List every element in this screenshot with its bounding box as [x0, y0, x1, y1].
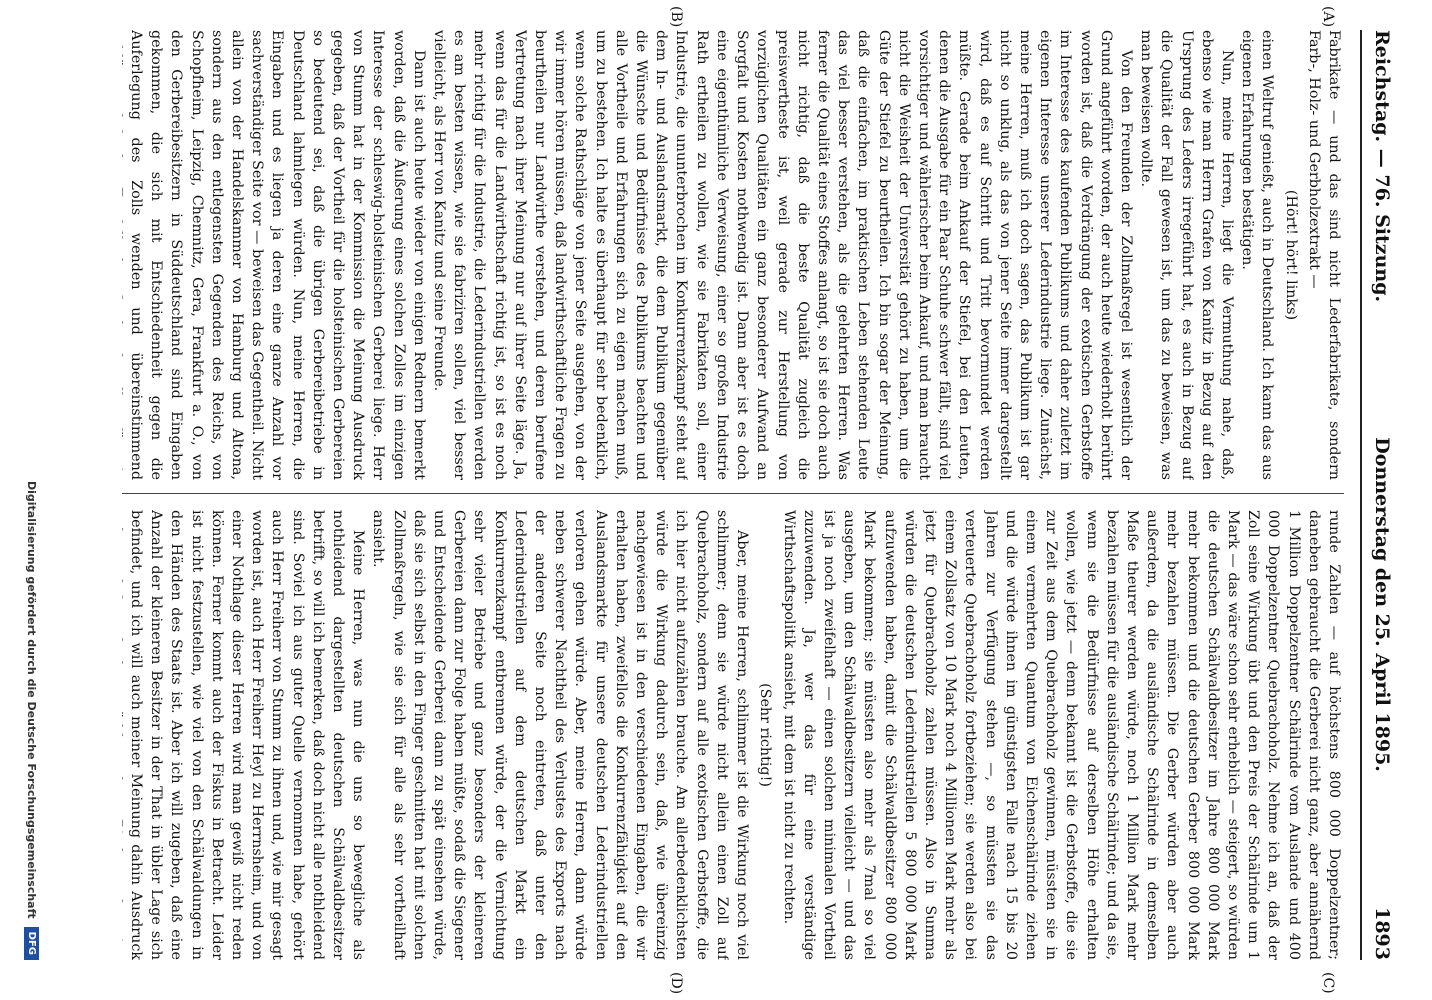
right-text-column: [122, 510, 1344, 960]
credit-text: Digitalisierung gefördert durch die Deutsche Forschungsgemeinschaft: [25, 480, 39, 919]
column-marker-b: (B): [668, 6, 684, 28]
header-page-number: 1893: [1371, 907, 1393, 960]
column-marker-d: (D): [668, 972, 684, 995]
header-date: Donnerstag den 25. April 1895.: [1371, 437, 1393, 772]
paragraph: Meine Herren, was nun die uns so bewegliche als nothleidend dargestellten deutschen Schälwaldbesitzer betrifft, so will ich bemerken, daß doch nicht alle nothleidend sind. Soviel ich aus guter Quelle vernommen habe, gehört auch Herr Freiherr von Stumm zu ihnen und, wie mir gesagt worden ist, auch Herr Freiherr Heyl zu Herrnsheim, und von einer Nothlage dieser Herren wird man gewiß nicht reden können. Ferner kommt auch der Fiskus in Betracht. Leider ist nicht festzustellen, wie viel von den Schälwaldungen in den Händen des Staats ist. Aber ich will zugeben, daß eine Anzahl der kleineren Besitzer in der That in übler Lage sich befindet, und ich will auch meiner Meinung dahin Ausdruck: [128, 510, 367, 960]
header-chamber-session: Reichstag. — 76. Sitzung.: [1371, 30, 1393, 303]
running-header: [1360, 30, 1402, 960]
interjection: (Sehr richtig!): [757, 683, 774, 787]
column-marker-a: (A): [1320, 6, 1336, 28]
paragraph: Dann ist auch heute wieder von einigen Rednern bemerkt worden, daß die Äußerung eines solchen Zolles im einzigen Interesse der schleswig-holsteinischen Gerberei liege. Herr von Stumm hat in der Kommission die Meinung Ausdruck gegeben, daß der Vortheil für die holsteinischen Gerbereien so bedeutend sei, daß die übrigen Gerbereibetriebe in Deutschland lahmlegen würden. Nun, meine Herren, die Eingaben und es liegen ja deren eine ganze Anzahl vor sachverständiger Seite vor — beweisen das Gegentheil. Nicht allein von der Handelskammer von Hamburg und Altona, sondern aus den entlegensten Gegenden des Reichs, von Schopfheim, Leipzig, Chemnitz, Gera, Frankfurt a. O., von den Gerbereibesitzern in Süddeutschland sind Eingaben gekommen, die sich mit Entschiedenheit gegen die Auferlegung des Zolls wenden und übereinstimmend: [128, 30, 427, 480]
paragraph: Von den Freunden der Zollmaßregel ist wesentlich der Grund angeführt worden, der auch heute wiederholt berührt worden ist, daß die Verdrängung der exotischen Gerbstoffe im Interesse des kaufenden Publikums und daher zuletzt im eigenen Interesse unserer Lederindustrie liege. Zunächst, meine Herren, muß ich doch sagen, das Publikum ist gar nicht so unklug, als das von jener Seite immer dargestellt wird, daß es auf Schritt und Tritt bevormundet werden müßte. Gerade beim Ankauf der Stiefel, bei den Leuten, denen die Ausgabe für ein Paar Schuhe schwer fällt, sind viel vorsichtiger und wählerischer beim Ankauf, und man braucht nicht die Weisheit der Universität gehört zu haben, um die Güte der Stiefel zu beurtheilen. Ich bin sogar der Meinung, daß die einfachen, im praktischen Leben stehenden Leute das viel besser verstehen, als die gelehrten Herren. Was ferner die Qualität eines Stoffes anlangt, so ist sie doch auch nicht richtig, daß die beste Qualität zugleich die preiswertheste ist, weil gerade zur Herstellung von vorzüglichen Qualitäten ein ganz besonderer Aufwand an Sorgfalt und Kosten nothwendig ist. Dann aber ist es doch eine eigenthümliche Verweisung, einer so großen Industrie Rath ertheilen zu wollen, wie sie Fabrikaten soll, einer Industrie, die ununterbrochen im Konkurrenzkampf steht auf dem In- und Auslandsmarkt, die dem Publikum gegenüber die Wünsche und Bedürfnisse des Publikums beachten und alle Vortheile und Erfahrungen sich zu eigen machen muß, um zu bestehen. Ich halte es überhaupt für sehr bedenklich, wenn solche Rathschläge von jener Seite ausgehen, von der wir immer hören müssen, daß landwirthschaftliche Fragen zu beurtheilen nur Landwirthe verstehen, und deren berufene Vertretung nach ihrer Meinung nur auf ihrer Seite läge. Ja, wenn das für die Landwirthschaft richtig ist, so ist es noch mehr richtig für die Industrie, die Lederindustriellen werden es am besten wissen, wie sie fabriziren sollen, viel besser vielleicht, als Herr von Kanitz und seine Freunde.: [431, 30, 1134, 480]
paragraph: runde Zahlen — auf höchstens 800 000 Doppelzentner; daneben gebraucht die Gerberei nicht ganz, aber annähernd 1 Million Doppelzentner Schälrinde vom Auslande und 400 000 Doppelzentner Quebrachoholz. Nehme ich an, daß der Zoll seine Wirkung übt und den Preis der Schälrinde um 1 Mark — das wäre schon sehr erheblich — steigert, so würden die deutschen Schälwaldbesitzer im Jahre 800 000 Mark mehr bekommen und die deutschen Gerber 800 000 Mark mehr bezahlen müssen. Die Gerber würden aber auch außerdem, da die ausländische Schälrinde in demselben Maße theurer werden würde, noch 1 Million Mark mehr bezahlen müssen für die ausländische Schälrinde; und da sie, wenn sie die Bedürfnisse auf derselben Höhe erhalten wollen, wie jetzt — denn bekannt ist die Gerbstoffe, die sie zur Zeit aus dem Quebrachoholz gewinnen, müssten sie in einem vermehrten Quantum von Eichenschälrinde ziehen und die würde ihnen im günstigsten Falle nach 15 bis 20 Jahren zur Verfügung stehen —, so müssten sie das verteuerte Quebrachoholz fortbeziehen; sie werden also bei einem Zollsatz von 10 Mark noch 4 Millionen Mark mehr als jetzt für Quebrachoholz zahlen müssen. Also in Summa würden die deutschen Lederindustriellen 5 800 000 Mark aufzuwenden haben, damit die Schälwaldbesitzer 800 000 Mark bekommen; sie müssten also mehr als 7mal so viel ausgeben, um den Schälwaldbesitzern vielleicht — und das ist ja noch zweifelhaft — einen solchen minimalen Vortheil zuzuwenden. Ja, wer das für eine verständige Wirthschaftspolitik ansieht, mit dem ist nicht zu rechten.: [780, 510, 1342, 960]
paragraph: Nun, meine Herren, liegt die Vermuthung nahe, daß, ebenso wie man Herrn Grafen von Kanitz in Bezug auf den Ursprung des Leders irregeführt hat, es auch in Bezug auf die Qualität der Fall gewesen ist, um das zu beweisen, was man beweisen wollte.: [1138, 30, 1235, 480]
column-marker-c: (C): [1320, 972, 1336, 994]
paragraph: Aber, meine Herren, schlimmer ist die Wirkung noch viel schlimmer; denn sie würde nicht allein einen Zoll auf Quebrachoholz, sondern auf alle exotischen Gerbstoffe, die ich hier nicht aufzuzählen brauche. Am allerbedenklichsten würde die Wirkung dadurch sein, daß, wie übereinzig nachgewiesen ist in den verschiedenen Eingaben, die wir erhalten haben, zweifellos die Konkurrenzfähigkeit auf den Auslandsmarkte für unsere deutschen Lederindustriellen verloren gehen würde. Aber, meine Herren, dann würde neben schwerer Nachtheil des Verlustes des Exports nach der anderen Seite noch eintreten, daß unter den Lederindustriellen auf dem deutschen Markt ein Konkurrenzkampf entbrennen würde, der die Vernichtung sehr vieler Betriebe und ganz besonders der kleineren Gerbereien dann zur Folge haben müßte, sodaß die Siegener und Entscheidende Gerberei dann zu spät einsehen würde, daß sie sich selbst in den Finger geschnitten hat mit solchen Zollmaßregeln, wie sie sich für alle als sehr vortheilhaft ansieht.: [370, 510, 751, 960]
paragraph: Fabrikate — und das sind nicht Lederfabrikate, sondern Farb-, Holz- und Gerbholzextrakt —: [1305, 30, 1342, 480]
column-divider: [122, 493, 1344, 494]
left-text-column: [122, 30, 1344, 480]
dfg-logo: DFG: [25, 927, 40, 960]
digitization-credit: [12, 40, 52, 960]
paragraph: einen Weltruf genießt, auch in Deutschland. Ich kann das aus eigenen Erfahrungen bestätigen.: [1239, 30, 1276, 480]
interjection: (Hört! hört! links): [1282, 189, 1299, 321]
